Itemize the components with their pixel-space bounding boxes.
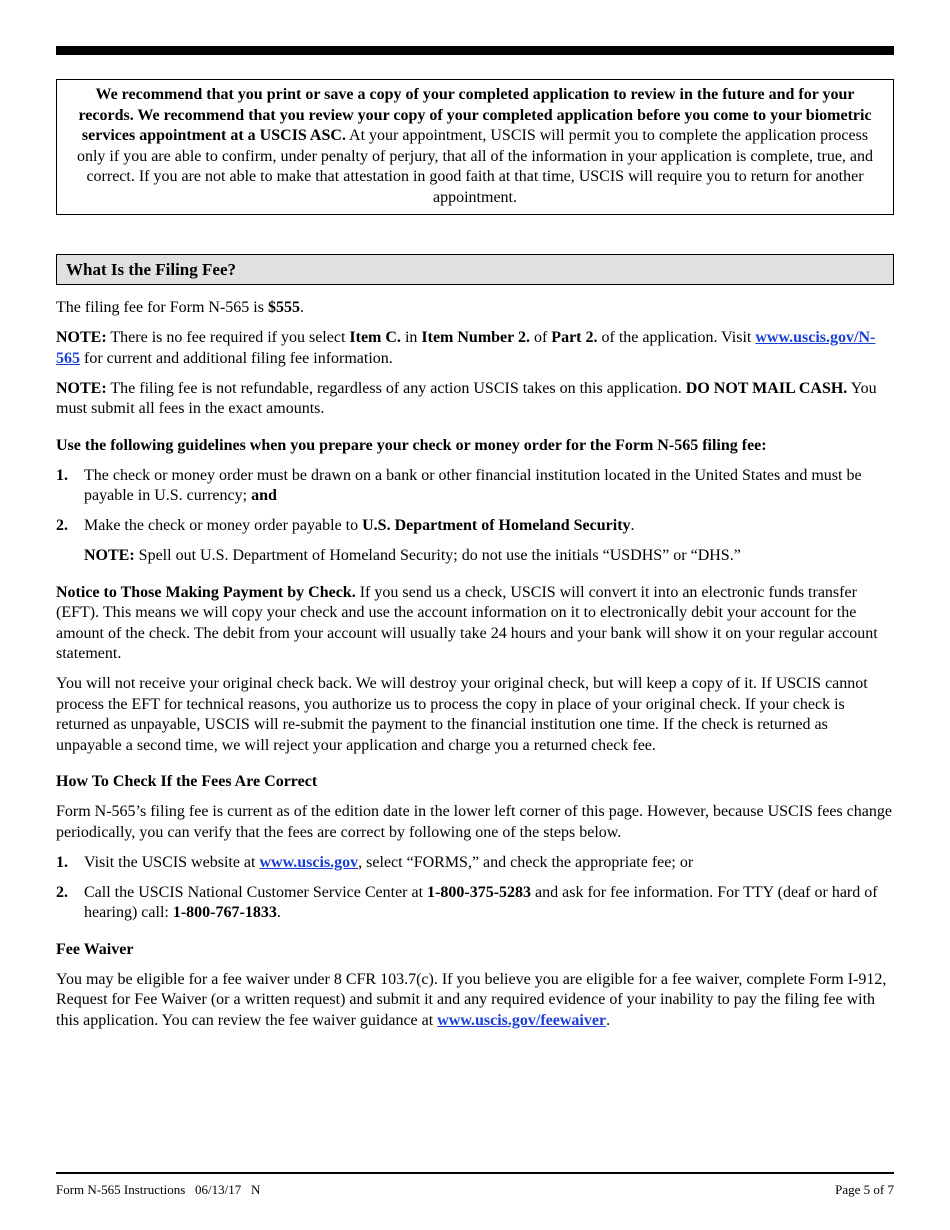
note-label: NOTE: xyxy=(56,329,107,346)
check-notice-title: Notice to Those Making Payment by Check. xyxy=(56,583,356,601)
fee-line-text: The filing fee for Form N-565 is xyxy=(56,299,268,316)
check-notice-text: If you send us a check, USCIS will convert it into an electronic funds transfer (EFT). This means we will copy your check and use the account information on it to electronically debit your account for the amount of the check. The debit from your account will usually take 24 hours and your bank will show it on your regular account statement. xyxy=(56,583,878,662)
step-text: and ask for fee information. For TTY (deaf or hard of hearing) call: xyxy=(84,883,878,921)
note-text: in xyxy=(400,329,422,346)
check-fees-step xyxy=(56,853,894,874)
guidelines-heading: Use the following guidelines when you prepare your check or money order for the Form N-565 filing fee: xyxy=(56,436,767,454)
body-content xyxy=(56,298,894,1041)
note-bold: Item Number 2. xyxy=(421,329,530,346)
bottom-rule xyxy=(56,1172,894,1174)
fee-waiver-link[interactable]: www.uscis.gov/feewaiver xyxy=(437,1011,607,1029)
fee-waiver-text: You may be eligible for a fee waiver under 8 CFR 103.7(c). If you believe you are eligible for a fee waiver, complete Form I-912, Request for Fee Waiver (or a written request) and submit it and any required evidence of your inability to pay the filing fee with this application. You can review the fee waiver guidance at xyxy=(56,970,887,1029)
check-payment-notice xyxy=(56,583,894,665)
fee-waiver-paragraph xyxy=(56,970,894,1032)
note-text: of the application. Visit xyxy=(597,329,756,346)
guideline-bold: U.S. Department of Homeland Security xyxy=(362,517,631,534)
check-return-paragraph: You will not receive your original check back. We will destroy your original check, but will keep a copy of it. If USCIS cannot process the EFT for technical reasons, you authorize us to process the copy in place of your original check. If your check is returned as unpayable, USCIS will re-submit the payment to the financial institution one time. If the check is returned as unpayable a second time, we will reject your application and charge you a returned check fee. xyxy=(56,675,868,754)
fee-waiver-end: . xyxy=(606,1011,611,1029)
step-text: Call the USCIS National Customer Service Center at xyxy=(84,883,428,901)
guideline-end: . xyxy=(630,517,635,534)
note-bold: DO NOT MAIL CASH. xyxy=(685,379,848,397)
check-fees-intro: Form N-565’s filing fee is current as of the edition date in the lower left corner of this page. However, because USCIS fees change periodically, you can verify that the fees are correct by following one of the steps below. xyxy=(56,803,892,841)
guideline-number: 2. xyxy=(56,517,68,534)
note-bold: Part 2. xyxy=(551,329,598,346)
guideline-note xyxy=(56,546,894,567)
note-text: The filing fee is not refundable, regardless of any action USCIS takes on this application. xyxy=(106,379,686,397)
note-text: for current and additional filing fee information. xyxy=(80,349,393,367)
guideline-number: 1. xyxy=(56,466,68,484)
step-number: 1. xyxy=(56,853,68,871)
check-fees-heading: How To Check If the Fees Are Correct xyxy=(56,773,318,790)
guideline-text: Make the check or money order payable to xyxy=(84,517,363,534)
note-text: of xyxy=(529,329,552,346)
n565-fee-link[interactable]: www.uscis.gov/N-565 xyxy=(56,329,876,367)
top-rule xyxy=(56,46,894,55)
notice-text: At your appointment, USCIS will permit you to complete the application process only if you are able to confirm, under penalty of perjury, that all of the information in your application is complete, true, and correct. If you are not able to make that attestation in good faith at that time, USCIS will require you to return for another appointment. xyxy=(76,127,874,206)
uscis-website-link[interactable]: www.uscis.gov xyxy=(259,853,359,871)
step-text: , select “FORMS,” and check the appropriate fee; or xyxy=(358,853,694,871)
appointment-notice-box xyxy=(56,79,894,215)
page-footer xyxy=(56,1182,894,1198)
note-text: There is no fee required if you select xyxy=(106,329,350,346)
note-label: NOTE: xyxy=(84,547,135,564)
phone-number: 1-800-375-5283 xyxy=(427,883,532,901)
fee-amount: $555 xyxy=(267,299,300,316)
step-text: Visit the USCIS website at xyxy=(84,853,260,871)
guideline-text: The check or money order must be drawn on a bank or other financial institution located in the United States and must be payable in U.S. currency; xyxy=(84,466,862,504)
filing-fee-heading: What Is the Filing Fee? xyxy=(56,254,894,285)
note-bold: Item C. xyxy=(349,329,401,346)
guideline-item xyxy=(56,516,894,537)
guideline-bold: and xyxy=(251,487,277,504)
note-label: NOTE: xyxy=(56,379,107,397)
step-text: . xyxy=(276,904,281,921)
guideline-item xyxy=(56,466,894,507)
check-fees-step xyxy=(56,883,894,924)
note-text: You must submit all fees in the exact amounts. xyxy=(56,379,877,417)
note-no-fee xyxy=(56,328,894,369)
fee-line-end: . xyxy=(299,299,304,316)
fee-waiver-heading: Fee Waiver xyxy=(56,940,134,958)
fee-amount-line xyxy=(56,298,894,319)
footer-form-edition: Form N-565 Instructions 06/13/17 N xyxy=(56,1182,261,1197)
notice-bold-text: We recommend that you print or save a copy of your completed application to review in the future and for your records. We recommend that you review your copy of your completed application before you come to your biometric services appointment at a USCIS ASC. xyxy=(78,86,872,144)
tty-phone-number: 1-800-767-1833 xyxy=(172,904,277,921)
step-number: 2. xyxy=(56,883,68,901)
footer-page-number: Page 5 of 7 xyxy=(835,1182,894,1197)
note-text: Spell out U.S. Department of Homeland Security; do not use the initials “USDHS” or “DHS.” xyxy=(134,547,741,564)
note-not-refundable xyxy=(56,379,894,420)
